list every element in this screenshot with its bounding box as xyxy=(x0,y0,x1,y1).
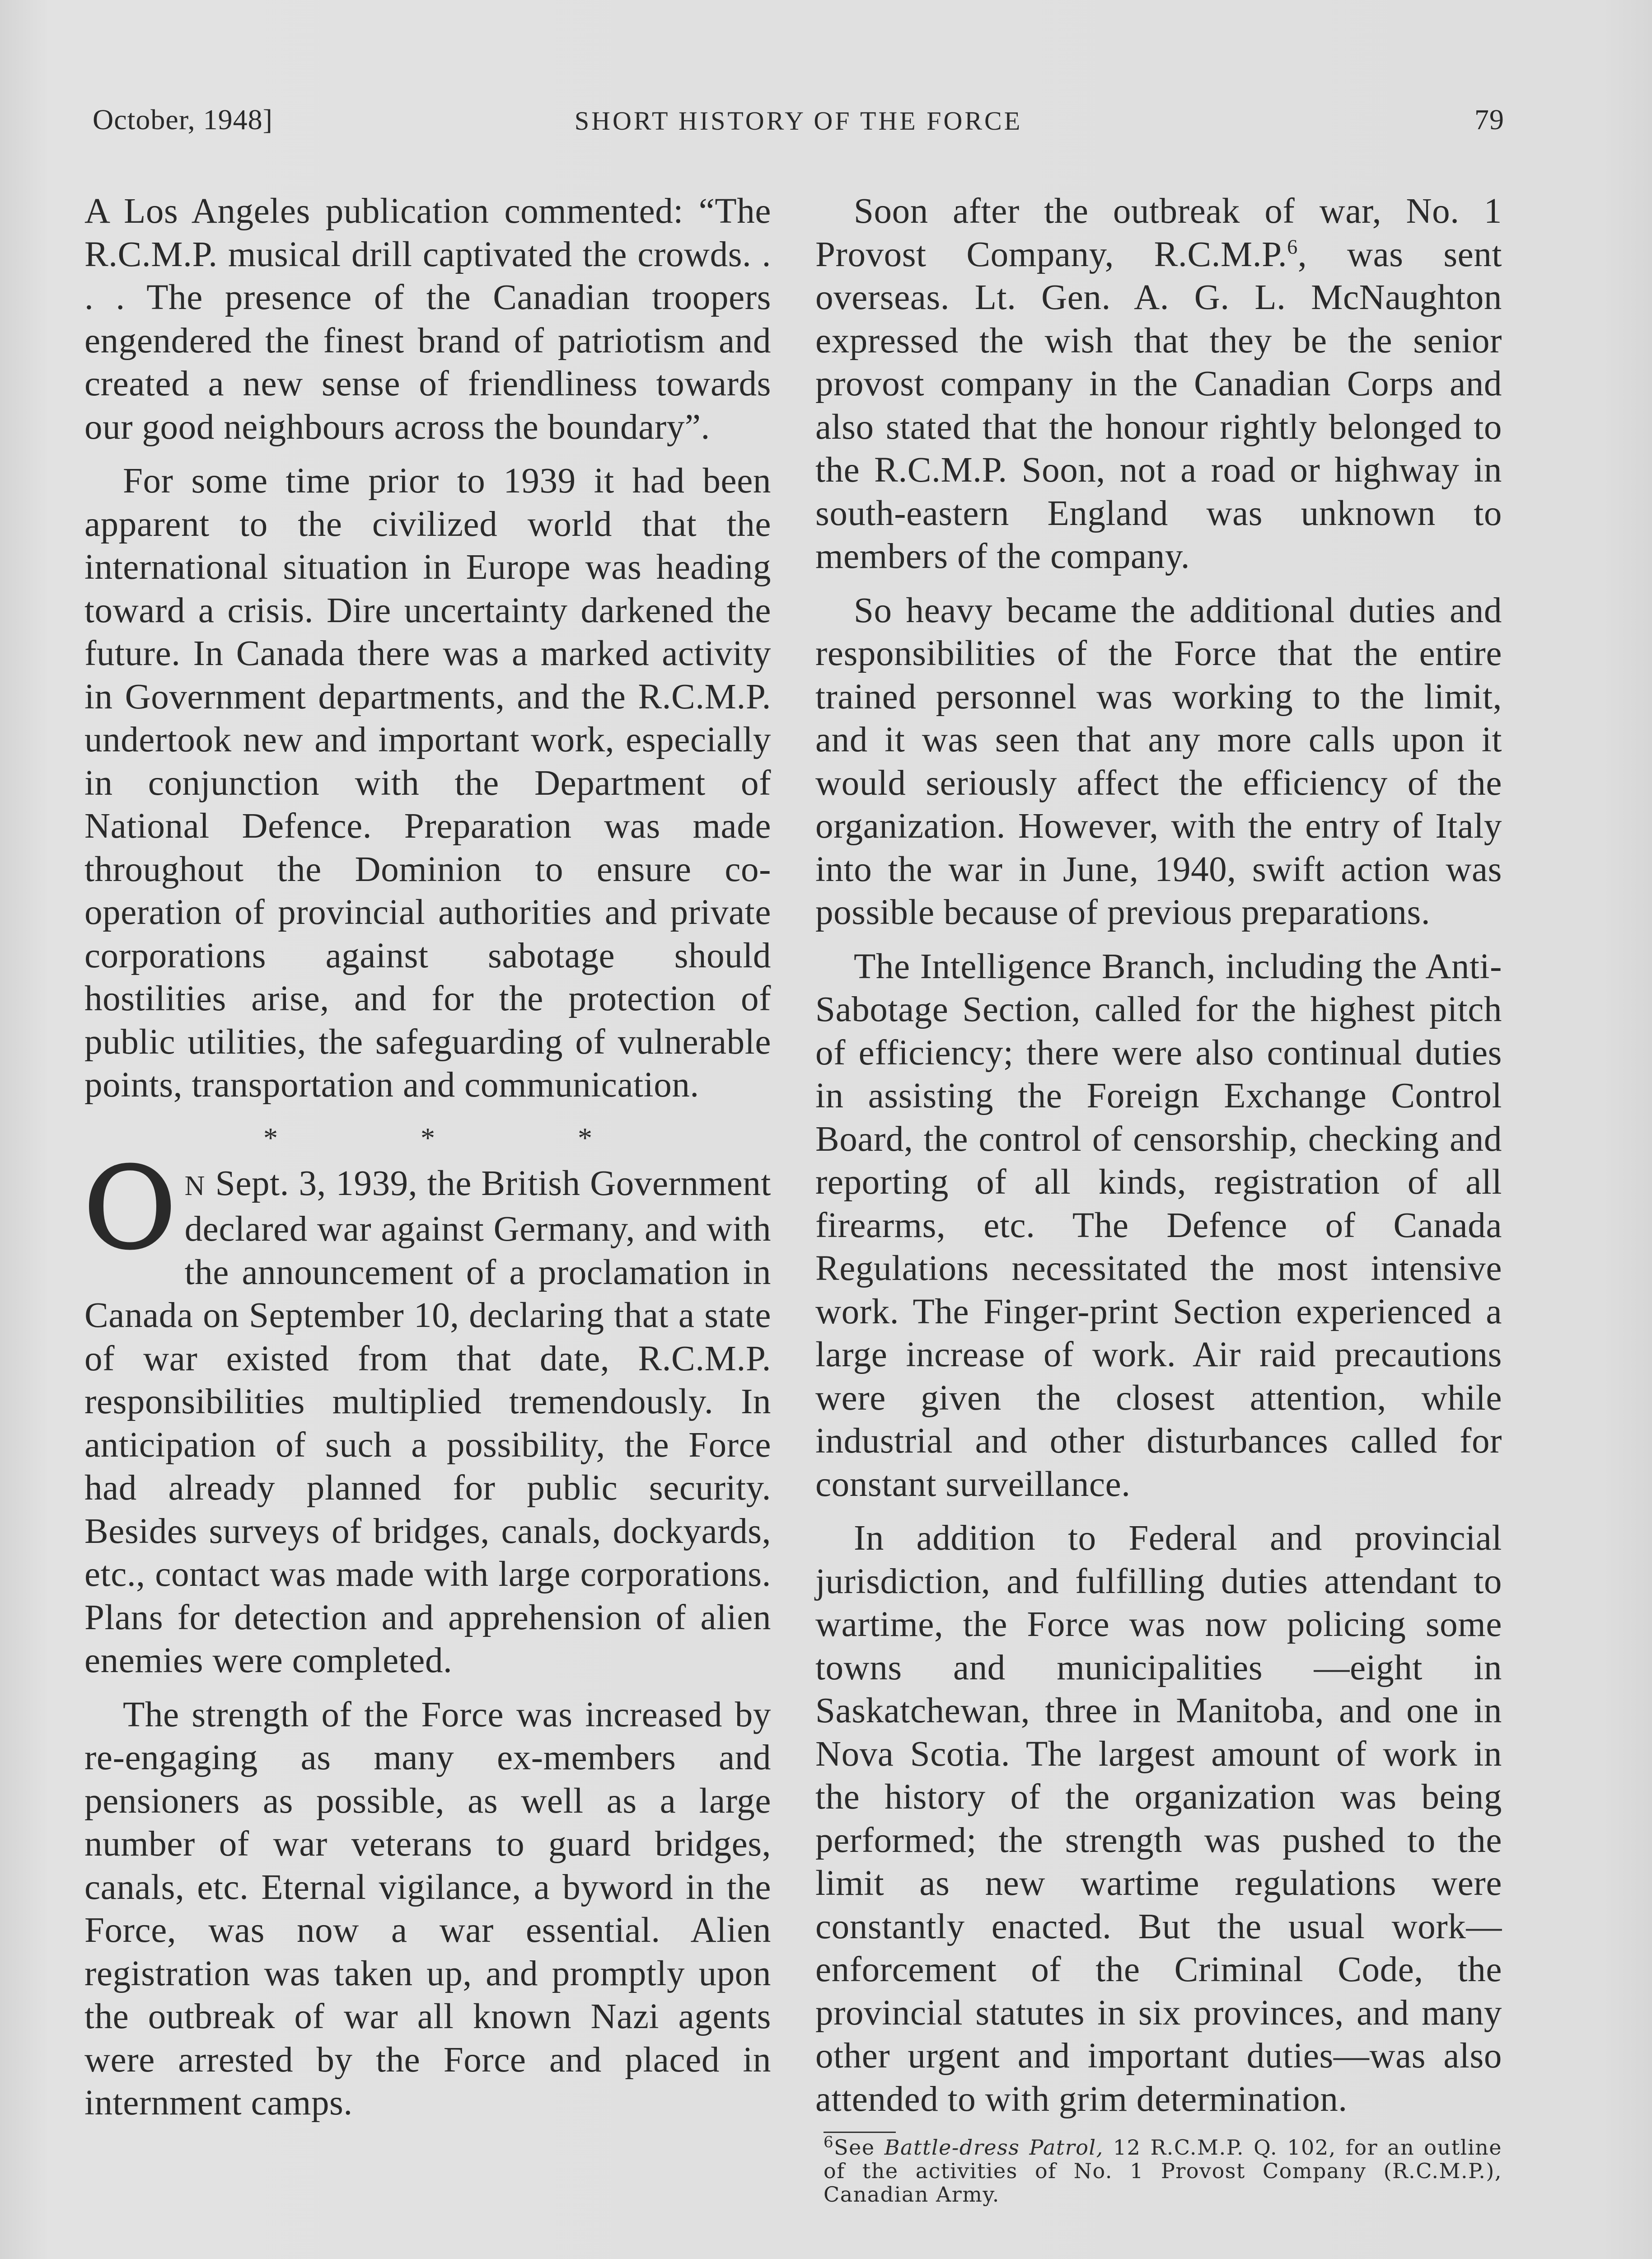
paragraph-text: Soon after the outbreak of war, No. 1 Provost Company, R.C.M.P. xyxy=(815,192,1502,274)
section-separator: * * * xyxy=(263,1121,660,1154)
drop-cap: O xyxy=(84,1142,177,1274)
small-caps-lead: N xyxy=(184,1170,206,1201)
paragraph: The Intelligence Branch, including the Anti-Sabotage Section, called for the highest pitch of efficiency; there were also continual duties in assisting the Foreign Exchange Control Board, the control of censorship, checking and reporting of all kinds, registration of all firearms, etc. The Defence of Canada Regulations necessitated the most intensive work. The Finger-print Section experienced a large increase of work. Air raid precautions were given the closest attention, while industrial and other disturbances called for constant surveillance. xyxy=(815,947,1502,1504)
paragraph: For some time prior to 1939 it had been apparent to the civilized world that the international situation in Europe was heading toward a crisis. Dire uncertainty darkened the future. In Canada there was a marked activity in Government departments, and the R.C.M.P. undertook new and important work, especially in conjunction with the Department of National Defence. Preparation was made throughout the Dominion to ensure co-operation of provincial authorities and private corporations against sabotage should hostilities arise, and for the protection of public utilities, the safeguarding of vulnerable points, transportation and communication. xyxy=(84,461,771,1105)
paragraph xyxy=(815,190,1502,578)
right-column xyxy=(815,190,1502,2206)
footnote xyxy=(815,2133,1502,2207)
running-header xyxy=(93,103,1504,144)
footnote-reference: 6 xyxy=(1287,235,1298,258)
left-column xyxy=(84,190,771,2136)
paragraph-text: , was sent overseas. Lt. Gen. A. G. L. McNaughton expressed the wish that they be the senior provost company in the Canadian Corps and also stated that the honour rightly belonged to the R.C.M.P. Soon, not a road or highway in south-eastern England was unknown to members of the company. xyxy=(815,234,1502,576)
paragraph: So heavy became the additional duties and responsibilities of the Force that the entire trained personnel was working to the limit, and it was seen that any more calls upon it would seriously affect the efficiency of the organization. However, with the entry of Italy into the war in June, 1940, swift action was possible because of previous preparations. xyxy=(815,591,1502,932)
paragraph-with-dropcap xyxy=(84,1142,771,1683)
footnote-prefix: See xyxy=(834,2135,884,2160)
header-date: October, 1948] xyxy=(93,103,273,136)
header-title: SHORT HISTORY OF THE FORCE xyxy=(574,106,1023,136)
footnote-mark: 6 xyxy=(824,2133,834,2151)
paragraph-text: Sept. 3, 1939, the British Government declared war against Germany, and with the announcement of a proclamation in Canada on September 10, declaring that a state of war existed from that date, R.C.M.P. responsibilities multiplied tremendously. In anticipation of such a possibility, the Force had already planned for public security. Besides surveys of bridges, canals, dockyards, etc., contact was made with large corporations. Plans for detection and apprehension of alien enemies were completed. xyxy=(84,1163,771,1680)
footnote-text: 12 R.C.M.P. Q. 102, for an outline of the activities of No. 1 Provost Company (R.C.M.P.), Canadian Army. xyxy=(824,2135,1502,2207)
paragraph: A Los Angeles publication commented: “The R.C.M.P. musical drill captivated the crowds. . . . The presence of the Canadian troopers engendered the finest brand of patriotism and created a new sense of friendliness towards our good neighbours across the boundary”. xyxy=(84,192,771,447)
page-number: 79 xyxy=(1474,103,1504,136)
paragraph: The strength of the Force was increased by re-engaging as many ex-members and pensioners as possible, as well as a large number of war veterans to guard bridges, canals, etc. Eternal vigilance, a byword in the Force, was now a war essential. Alien registration was taken up, and promptly upon the outbreak of war all known Nazi agents were arrested by the Force and placed in internment camps. xyxy=(84,1695,771,2123)
footnote-divider xyxy=(824,2132,896,2133)
paragraph: In addition to Federal and provincial jurisdiction, and fulfilling duties attendant to wartime, the Force was now policing some towns and municipalities —eight in Saskatchewan, three in Manitoba, and one in Nova Scotia. The largest amount of work in the history of the organization was being performed; the strength was pushed to the limit as new wartime regulations were constantly enacted. But the usual work—enforcement of the Criminal Code, the provincial statutes in six provinces, and many other urgent and important duties—was also attended to with grim determination. xyxy=(815,1518,1502,2119)
footnote-title: Battle-dress Patrol, xyxy=(884,2135,1104,2160)
